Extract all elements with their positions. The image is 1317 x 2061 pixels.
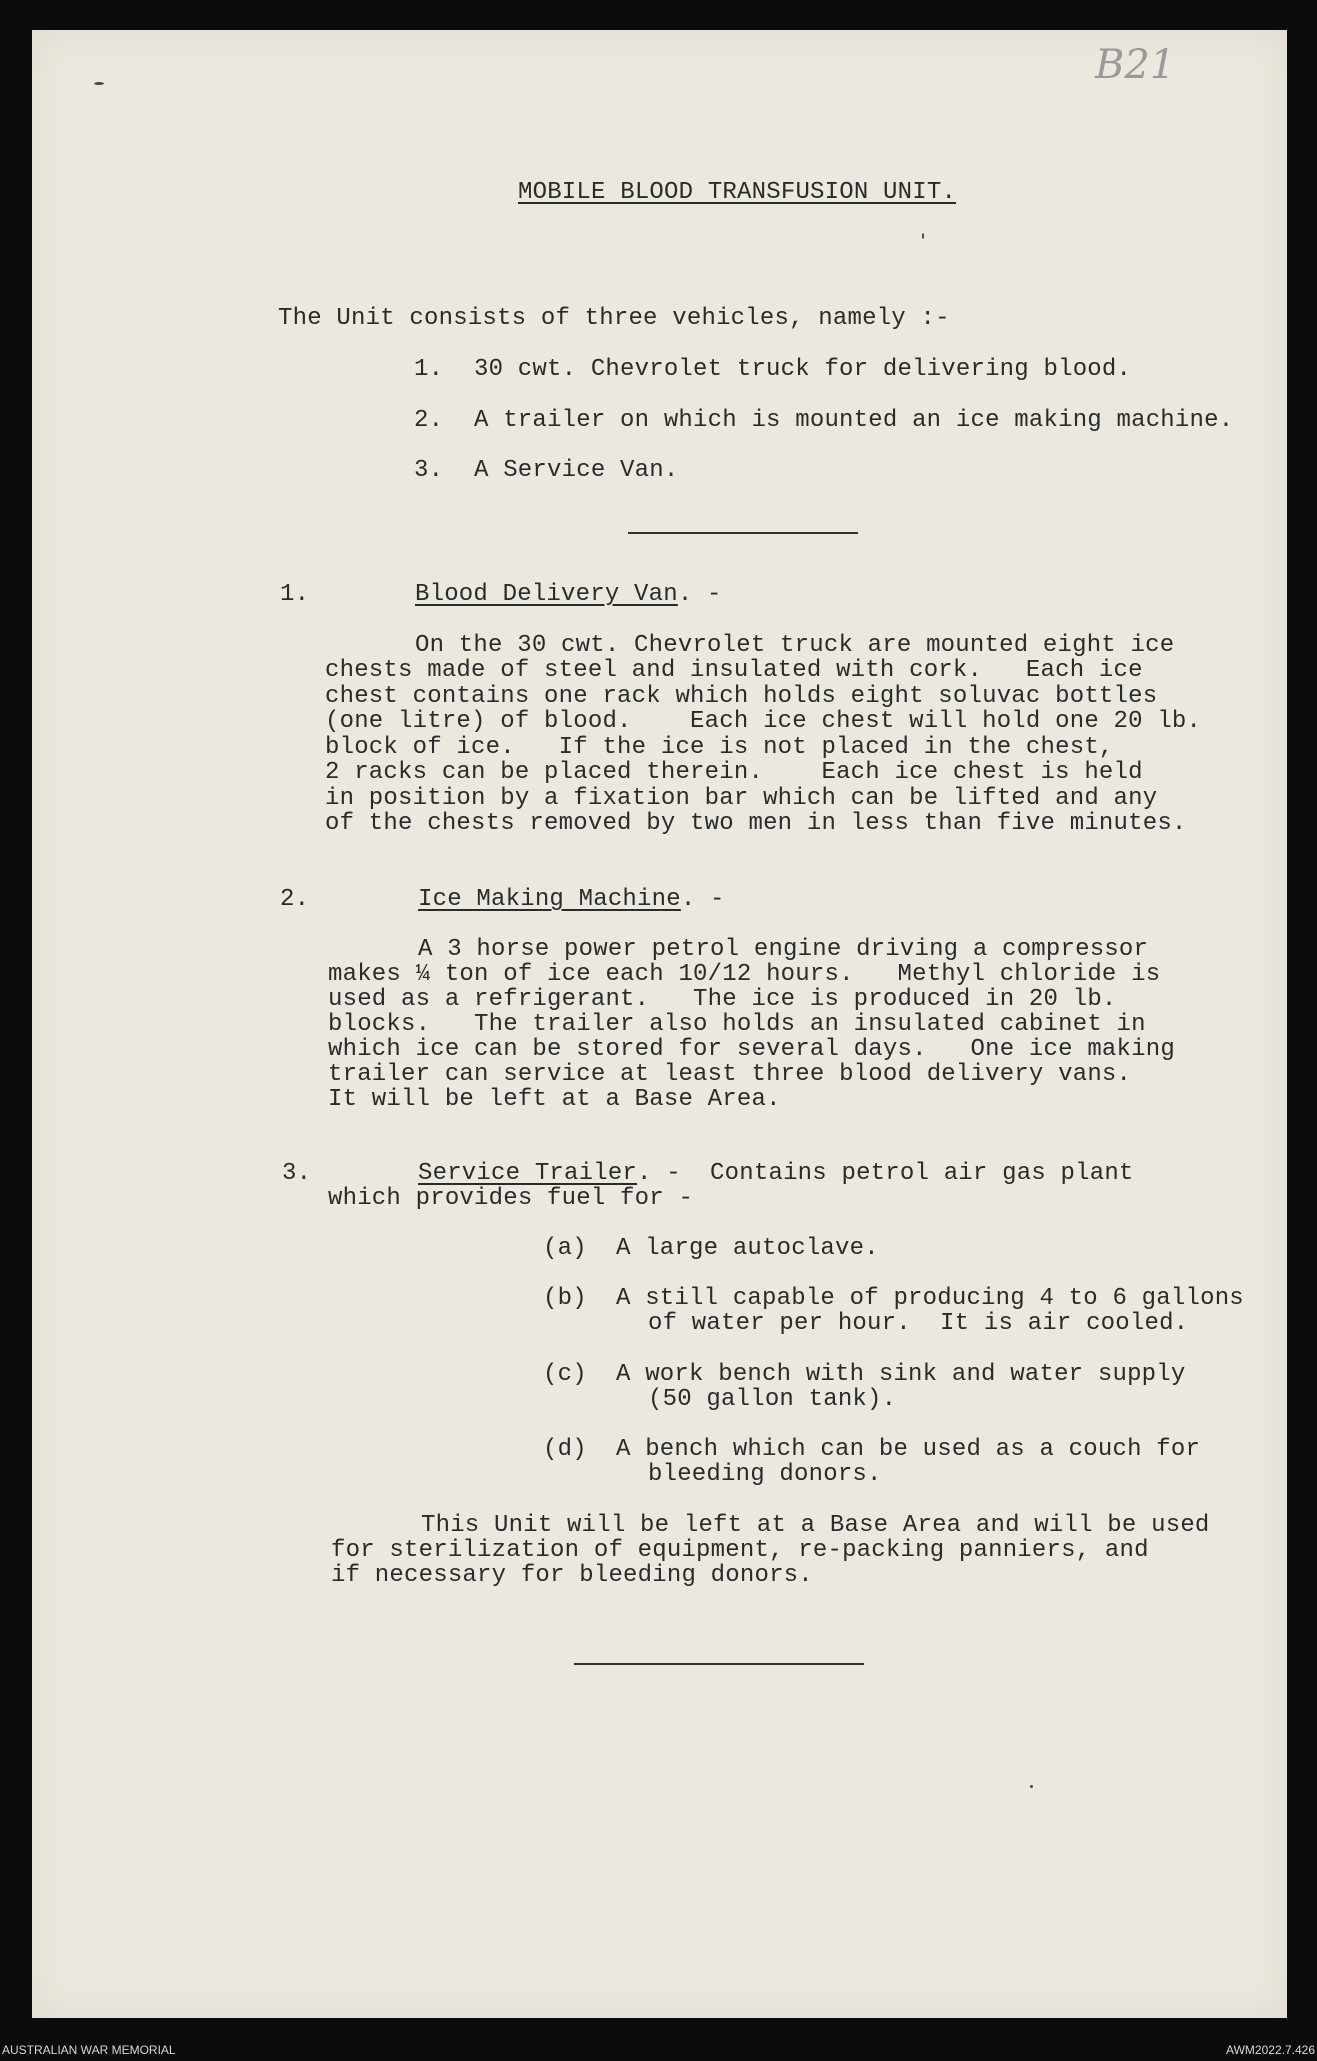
item-line: of water per hour. It is air cooled.	[648, 1310, 1189, 1337]
footer-archive-name: AUSTRALIAN WAR MEMORIAL	[2, 2043, 176, 2057]
section-heading	[418, 887, 725, 913]
body-line: which provides fuel for -	[328, 1185, 694, 1212]
section-heading-text: Blood Delivery Van	[415, 581, 678, 608]
item-line: (50 gallon tank).	[648, 1386, 897, 1413]
item-line: A work bench with sink and water supply	[616, 1361, 1186, 1388]
closing-line: for sterilization of equipment, re-packing panniers, and	[331, 1537, 1149, 1564]
section-heading-text: Service Trailer	[418, 1160, 638, 1187]
intro-text: The Unit consists of three vehicles, namely :-	[278, 305, 950, 332]
section-heading-suffix: . - Contains petrol air gas plant	[637, 1160, 1134, 1187]
body-line: (one litre) of blood. Each ice chest will hold one 20 lb.	[325, 708, 1202, 735]
vehicle-list-number: 1.	[414, 356, 444, 383]
body-line: A 3 horse power petrol engine driving a compressor	[418, 936, 1149, 963]
section-heading-suffix: . -	[677, 581, 722, 608]
paper-speck	[922, 233, 924, 239]
body-line: chest contains one rack which holds eight soluvac bottles	[325, 683, 1158, 710]
vehicle-list-item: 30 cwt. Chevrolet truck for delivering blood.	[474, 356, 1132, 383]
body-line: makes ¼ ton of ice each 10/12 hours. Methyl chloride is	[328, 961, 1161, 988]
document-page	[32, 30, 1287, 2018]
body-line: of the chests removed by two men in less than five minutes.	[325, 810, 1187, 837]
section-heading-suffix: . -	[680, 886, 725, 913]
item-label: (a)	[543, 1235, 587, 1262]
handwritten-reference-mark: B21	[1095, 42, 1176, 88]
section-heading	[415, 582, 722, 608]
vehicle-list-number: 2.	[414, 407, 444, 434]
section-number: 2.	[280, 886, 310, 913]
item-label: (c)	[543, 1361, 587, 1388]
body-line: block of ice. If the ice is not placed in the chest,	[325, 734, 1114, 761]
section-number: 3.	[282, 1160, 312, 1187]
section-heading	[418, 1161, 1134, 1187]
body-line: blocks. The trailer also holds an insulated cabinet in	[328, 1011, 1146, 1038]
body-line: trailer can service at least three blood delivery vans.	[328, 1061, 1132, 1088]
item-line: A bench which can be used as a couch for	[616, 1436, 1201, 1463]
body-line: which ice can be stored for several days. One ice making	[328, 1036, 1175, 1063]
item-label: (d)	[543, 1436, 587, 1463]
section-number: 1.	[280, 581, 310, 608]
vehicle-list-item: A Service Van.	[474, 457, 679, 484]
item-line: A large autoclave.	[616, 1235, 879, 1262]
item-line: A still capable of producing 4 to 6 gallons	[616, 1285, 1244, 1312]
body-line: in position by a fixation bar which can be lifted and any	[325, 785, 1158, 812]
body-line: 2 racks can be placed therein. Each ice chest is held	[325, 759, 1143, 786]
item-line: bleeding donors.	[648, 1461, 882, 1488]
divider-rule	[574, 1663, 864, 1665]
closing-line: This Unit will be left at a Base Area and will be used	[421, 1512, 1210, 1539]
footer-accession-number: AWM2022.7.426	[1226, 2043, 1315, 2057]
vehicle-list-number: 3.	[414, 457, 444, 484]
page-title: MOBILE BLOOD TRANSFUSION UNIT.	[518, 179, 957, 206]
section-heading-text: Ice Making Machine	[418, 886, 681, 913]
item-label: (b)	[543, 1285, 587, 1312]
paper-speck	[1030, 1785, 1033, 1788]
body-line: On the 30 cwt. Chevrolet truck are mounted eight ice	[415, 632, 1175, 659]
paper-speck	[94, 82, 104, 85]
body-line: chests made of steel and insulated with cork. Each ice	[325, 657, 1143, 684]
vehicle-list-item: A trailer on which is mounted an ice making machine.	[474, 407, 1234, 434]
closing-line: if necessary for bleeding donors.	[331, 1562, 813, 1589]
body-line: used as a refrigerant. The ice is produced in 20 lb.	[328, 986, 1117, 1013]
divider-rule	[628, 532, 858, 534]
body-line: It will be left at a Base Area.	[328, 1086, 781, 1113]
